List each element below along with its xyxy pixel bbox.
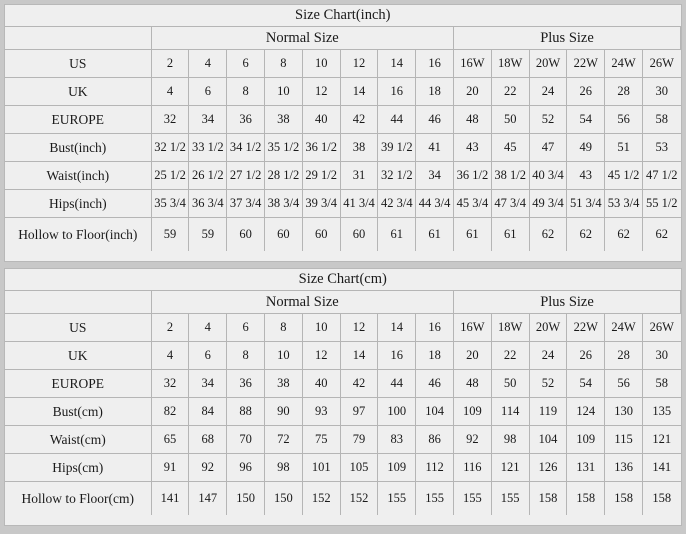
cell: 86	[416, 426, 454, 454]
cell: 92	[189, 454, 227, 482]
cell: 12	[340, 50, 378, 78]
chart-title-row	[5, 269, 681, 291]
cell: 14	[340, 78, 378, 106]
cell: 109	[378, 454, 416, 482]
table-row	[5, 482, 681, 516]
cell: 38	[265, 106, 303, 134]
cell: 26W	[642, 314, 680, 342]
cell: 56	[605, 106, 643, 134]
table-row	[5, 78, 681, 106]
cell: 158	[642, 482, 680, 516]
cell: 56	[605, 370, 643, 398]
cell: 147	[189, 482, 227, 516]
cell: 26	[567, 342, 605, 370]
cell: 41	[416, 134, 454, 162]
cell: 49	[567, 134, 605, 162]
cell: 152	[302, 482, 340, 516]
table-row	[5, 190, 681, 218]
group-plus-size: Plus Size	[453, 291, 680, 314]
page-title: Size Chart(inch)	[5, 5, 681, 27]
row-label: Hollow to Floor(inch)	[5, 218, 151, 252]
size-chart-inch	[4, 4, 682, 262]
table-row	[5, 426, 681, 454]
cell: 45 3/4	[454, 190, 492, 218]
group-header-row	[5, 27, 681, 50]
cell: 20W	[529, 50, 567, 78]
cell: 30	[642, 342, 680, 370]
cell: 16	[416, 50, 454, 78]
cell: 20W	[529, 314, 567, 342]
size-chart-inch-table	[5, 5, 681, 251]
cell: 2	[151, 314, 189, 342]
group-normal-size: Normal Size	[151, 291, 453, 314]
table-row	[5, 106, 681, 134]
cell: 60	[340, 218, 378, 252]
cell: 34	[189, 370, 227, 398]
cell: 46	[416, 370, 454, 398]
cell: 65	[151, 426, 189, 454]
cell: 126	[529, 454, 567, 482]
cell: 104	[416, 398, 454, 426]
cell: 88	[227, 398, 265, 426]
cell: 40 3/4	[529, 162, 567, 190]
cell: 39 3/4	[302, 190, 340, 218]
cell: 10	[302, 50, 340, 78]
cell: 12	[302, 342, 340, 370]
page-title: Size Chart(cm)	[5, 269, 681, 291]
cell: 60	[227, 218, 265, 252]
cell: 8	[227, 342, 265, 370]
cell: 28	[605, 78, 643, 106]
cell: 12	[302, 78, 340, 106]
cell: 49 3/4	[529, 190, 567, 218]
cell: 25 1/2	[151, 162, 189, 190]
cell: 135	[642, 398, 680, 426]
cell: 112	[416, 454, 454, 482]
cell: 130	[605, 398, 643, 426]
cell: 30	[642, 78, 680, 106]
cell: 4	[189, 314, 227, 342]
cell: 20	[454, 78, 492, 106]
table-row	[5, 134, 681, 162]
cell: 72	[265, 426, 303, 454]
cell: 40	[302, 106, 340, 134]
cell: 40	[302, 370, 340, 398]
cell: 16	[416, 314, 454, 342]
cell: 38	[340, 134, 378, 162]
cell: 10	[302, 314, 340, 342]
cell: 93	[302, 398, 340, 426]
cell: 121	[491, 454, 529, 482]
cell: 62	[529, 218, 567, 252]
cell: 4	[151, 342, 189, 370]
cell: 2	[151, 50, 189, 78]
cell: 124	[567, 398, 605, 426]
cell: 16W	[454, 50, 492, 78]
cell: 6	[189, 78, 227, 106]
cell: 61	[416, 218, 454, 252]
cell: 22	[491, 342, 529, 370]
cell: 43	[567, 162, 605, 190]
cell: 44	[378, 370, 416, 398]
cell: 16W	[453, 314, 491, 342]
cell: 54	[567, 106, 605, 134]
cell: 10	[265, 78, 303, 106]
cell: 18	[416, 342, 454, 370]
cell: 92	[453, 426, 491, 454]
cell: 100	[378, 398, 416, 426]
cell: 52	[529, 370, 567, 398]
cell: 155	[378, 482, 416, 516]
row-label: US	[5, 314, 151, 342]
cell: 22W	[567, 50, 605, 78]
table-row	[5, 342, 681, 370]
cell: 18W	[491, 50, 529, 78]
cell: 50	[491, 106, 529, 134]
cell: 37 3/4	[227, 190, 265, 218]
table-row	[5, 370, 681, 398]
cell: 96	[227, 454, 265, 482]
cell: 152	[340, 482, 378, 516]
cell: 61	[454, 218, 492, 252]
cell: 62	[605, 218, 643, 252]
size-chart-cm	[4, 268, 682, 526]
cell: 38 3/4	[265, 190, 303, 218]
cell: 59	[151, 218, 189, 252]
cell: 35 1/2	[265, 134, 303, 162]
cell: 158	[529, 482, 567, 516]
cell: 28	[605, 342, 643, 370]
cell: 109	[453, 398, 491, 426]
cell: 43	[454, 134, 492, 162]
cell: 150	[227, 482, 265, 516]
cell: 14	[340, 342, 378, 370]
cell: 104	[529, 426, 567, 454]
cell: 20	[453, 342, 491, 370]
cell: 18W	[491, 314, 529, 342]
cell: 101	[302, 454, 340, 482]
cell: 34 1/2	[227, 134, 265, 162]
cell: 55 1/2	[642, 190, 680, 218]
cell: 4	[151, 78, 189, 106]
cell: 60	[265, 218, 303, 252]
cell: 141	[642, 454, 680, 482]
cell: 8	[227, 78, 265, 106]
cell: 155	[416, 482, 454, 516]
cell: 32 1/2	[151, 134, 189, 162]
cell: 61	[491, 218, 529, 252]
row-label: Bust(cm)	[5, 398, 151, 426]
cell: 44	[378, 106, 416, 134]
cell: 116	[453, 454, 491, 482]
cell: 53	[642, 134, 680, 162]
cell: 79	[340, 426, 378, 454]
cell: 48	[453, 370, 491, 398]
corner-cell	[5, 291, 151, 314]
row-label: Bust(inch)	[5, 134, 151, 162]
chart-title-row	[5, 5, 681, 27]
cell: 36 1/2	[454, 162, 492, 190]
table-row	[5, 162, 681, 190]
cell: 60	[302, 218, 340, 252]
cell: 26	[567, 78, 605, 106]
row-label: US	[5, 50, 151, 78]
cell: 38 1/2	[491, 162, 529, 190]
cell: 84	[189, 398, 227, 426]
cell: 44 3/4	[416, 190, 454, 218]
cell: 46	[416, 106, 454, 134]
cell: 51 3/4	[567, 190, 605, 218]
cell: 114	[491, 398, 529, 426]
table-row	[5, 314, 681, 342]
cell: 70	[227, 426, 265, 454]
size-chart-cm-table	[5, 269, 681, 515]
cell: 131	[567, 454, 605, 482]
cell: 32	[151, 106, 189, 134]
cell: 98	[491, 426, 529, 454]
cell: 51	[605, 134, 643, 162]
cell: 83	[378, 426, 416, 454]
row-label: Waist(inch)	[5, 162, 151, 190]
cell: 8	[265, 50, 303, 78]
cell: 10	[265, 342, 303, 370]
cell: 6	[189, 342, 227, 370]
cell: 155	[453, 482, 491, 516]
cell: 42	[340, 106, 378, 134]
cell: 45 1/2	[605, 162, 643, 190]
cell: 82	[151, 398, 189, 426]
cell: 141	[151, 482, 189, 516]
cell: 39 1/2	[378, 134, 416, 162]
cell: 29 1/2	[302, 162, 340, 190]
row-label: UK	[5, 78, 151, 106]
cell: 26 1/2	[189, 162, 227, 190]
cell: 136	[605, 454, 643, 482]
cell: 115	[605, 426, 643, 454]
group-header-row	[5, 291, 681, 314]
cell: 27 1/2	[227, 162, 265, 190]
cell: 4	[189, 50, 227, 78]
cell: 8	[265, 314, 303, 342]
cell: 24W	[605, 314, 643, 342]
row-label: Waist(cm)	[5, 426, 151, 454]
cell: 58	[642, 370, 680, 398]
cell: 45	[491, 134, 529, 162]
cell: 62	[642, 218, 680, 252]
cell: 119	[529, 398, 567, 426]
cell: 36	[227, 106, 265, 134]
cell: 42	[340, 370, 378, 398]
table-row	[5, 218, 681, 252]
cell: 109	[567, 426, 605, 454]
cell: 158	[567, 482, 605, 516]
table-row	[5, 454, 681, 482]
cell: 31	[340, 162, 378, 190]
cell: 16	[378, 342, 416, 370]
cell: 48	[454, 106, 492, 134]
cell: 6	[227, 314, 265, 342]
row-label: Hips(inch)	[5, 190, 151, 218]
cell: 36 3/4	[189, 190, 227, 218]
cell: 50	[491, 370, 529, 398]
corner-cell	[5, 27, 151, 50]
cell: 42 3/4	[378, 190, 416, 218]
cell: 14	[378, 314, 416, 342]
cell: 22W	[567, 314, 605, 342]
cell: 33 1/2	[189, 134, 227, 162]
row-label: EUROPE	[5, 106, 151, 134]
cell: 53 3/4	[605, 190, 643, 218]
cell: 150	[265, 482, 303, 516]
cell: 36	[227, 370, 265, 398]
cell: 38	[265, 370, 303, 398]
cell: 62	[567, 218, 605, 252]
table-row	[5, 398, 681, 426]
cell: 91	[151, 454, 189, 482]
cell: 18	[416, 78, 454, 106]
cell: 6	[227, 50, 265, 78]
cell: 12	[340, 314, 378, 342]
cell: 61	[378, 218, 416, 252]
row-label: EUROPE	[5, 370, 151, 398]
cell: 105	[340, 454, 378, 482]
cell: 155	[491, 482, 529, 516]
row-label: Hollow to Floor(cm)	[5, 482, 151, 516]
cell: 14	[378, 50, 416, 78]
row-label: UK	[5, 342, 151, 370]
group-normal-size: Normal Size	[151, 27, 453, 50]
cell: 24	[529, 78, 567, 106]
cell: 28 1/2	[265, 162, 303, 190]
table-row	[5, 50, 681, 78]
cell: 58	[642, 106, 680, 134]
cell: 52	[529, 106, 567, 134]
cell: 54	[567, 370, 605, 398]
cell: 36 1/2	[302, 134, 340, 162]
cell: 97	[340, 398, 378, 426]
cell: 47	[529, 134, 567, 162]
cell: 75	[302, 426, 340, 454]
cell: 47 3/4	[491, 190, 529, 218]
cell: 47 1/2	[642, 162, 680, 190]
cell: 68	[189, 426, 227, 454]
cell: 35 3/4	[151, 190, 189, 218]
row-label: Hips(cm)	[5, 454, 151, 482]
group-plus-size: Plus Size	[454, 27, 681, 50]
cell: 158	[605, 482, 643, 516]
cell: 26W	[642, 50, 680, 78]
cell: 32 1/2	[378, 162, 416, 190]
cell: 16	[378, 78, 416, 106]
cell: 98	[265, 454, 303, 482]
cell: 59	[189, 218, 227, 252]
cell: 32	[151, 370, 189, 398]
cell: 24W	[605, 50, 643, 78]
cell: 34	[416, 162, 454, 190]
cell: 90	[265, 398, 303, 426]
cell: 34	[189, 106, 227, 134]
cell: 24	[529, 342, 567, 370]
cell: 41 3/4	[340, 190, 378, 218]
cell: 121	[642, 426, 680, 454]
cell: 22	[491, 78, 529, 106]
